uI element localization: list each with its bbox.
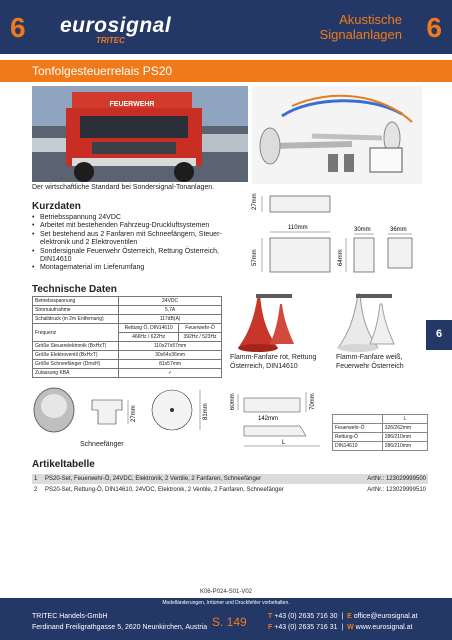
article-artnr: ArtNr.: 123029999500 (367, 476, 426, 482)
dim-width-3: 36mm (390, 227, 407, 233)
kurzdaten-title: Kurzdaten (32, 201, 81, 212)
horn-length-label: L (282, 440, 286, 446)
cell-value: 5,7A (119, 306, 222, 315)
fax-number: +43 (0) 2635 716 31 (274, 624, 338, 631)
cell-label: Zulassung KBA (33, 369, 119, 378)
phone-label: T (268, 613, 273, 620)
cell-name: Rettung-Ö (333, 433, 383, 442)
size-table-corner (333, 415, 383, 424)
product-title: Tonfolgesteuerrelais PS20 (32, 64, 173, 78)
page-footer (0, 598, 452, 640)
table-row (33, 315, 222, 324)
cell-value: 110x27x57mm (119, 342, 222, 351)
cell-value: 24VDC (119, 297, 222, 306)
company-block (32, 611, 207, 633)
cell-freq-value-2: 392Hz / 523Hz (179, 333, 222, 342)
table-row (333, 442, 428, 451)
kurzdaten-item: • Betriebsspannung 24VDC (32, 214, 248, 222)
article-number: 2 (34, 487, 38, 493)
cell-label: Betriebsspannung (33, 297, 119, 306)
article-description: PS20-Set, Rettung-Ö, DIN14610, 24VDC, Elektronik, 2 Ventile, 2 Fanfaren, Schneefänger (45, 487, 284, 493)
table-row (33, 306, 222, 315)
cell-label: Frequenz (33, 324, 119, 342)
web-label: W (347, 624, 354, 631)
cell-name: Feuerwehr-Ö (333, 424, 383, 433)
schneefaenger-label: Schneefänger (80, 441, 124, 448)
fanfare-white-caption: Flamm-Fanfare weiß, Feuerwehr Österreich (336, 354, 404, 370)
kurzdaten-list (32, 214, 248, 273)
table-row (33, 324, 222, 333)
category-line-2: Signalanlagen (319, 27, 402, 42)
phone-number: +43 (0) 2635 716 30 (274, 613, 338, 620)
truck-sign-text: FEUERWEHR (109, 101, 155, 108)
dim-width-1: 110mm (288, 225, 308, 231)
cell-value: 286/210mm (382, 433, 427, 442)
table-row (333, 424, 428, 433)
cell-label: Größe Elektroventil (BxHxT) (33, 351, 119, 360)
fire-truck-photo (32, 86, 248, 182)
cell-freq-head-1: Rettung Ö, DIN14610 (119, 324, 179, 333)
table-row (33, 342, 222, 351)
table-row (33, 360, 222, 369)
document-code: K06-P024-S01-V02 (199, 589, 253, 595)
cell-name: DIN14610 (333, 442, 383, 451)
table-row (33, 297, 222, 306)
cell-label: Schalldruck (in 2m Entfernung) (33, 315, 119, 324)
table-row (333, 433, 428, 442)
schneefaenger-height: 27mm (131, 405, 137, 422)
fanfare-red-caption: Flamm-Fanfare rot, Rettung Österreich, DIN14610 (230, 354, 317, 370)
dim-height-1: 27mm (252, 193, 258, 210)
dim-width-2: 30mm (354, 227, 371, 233)
cell-value: 30x64x36mm (119, 351, 222, 360)
fax-label: F (268, 624, 273, 631)
kurzdaten-item: • Arbeitet mit bestehenden Fahrzeug-Druckluftsystemen (32, 222, 248, 230)
cell-label: Größe Steuerelektronik (BxHxT) (33, 342, 119, 351)
chapter-number-right: 6 (426, 12, 442, 43)
technische-daten-title: Technische Daten (32, 284, 117, 295)
table-row (33, 369, 222, 378)
dim-height-3: 64mm (338, 249, 344, 266)
brand-name: eurosignal (60, 14, 172, 37)
article-row (32, 485, 428, 495)
horn-width: 142mm (258, 416, 279, 422)
cell-value: 117dB(A) (119, 315, 222, 324)
cell-check: ✓ (119, 369, 222, 378)
email-link[interactable]: office@eurosignal.at (353, 613, 418, 620)
technical-data-table (32, 296, 222, 378)
company-name: TRITEC Handels-GmbH (32, 613, 108, 620)
cell-value: 286/210mm (382, 442, 427, 451)
horn-size-drawing (230, 392, 330, 452)
chapter-number-left: 6 (10, 12, 26, 43)
brand-sub: TRITEC (96, 36, 125, 45)
schneefaenger-drawings (32, 380, 222, 440)
web-link[interactable]: www.eurosignal.at (355, 624, 413, 631)
page-header (0, 0, 452, 54)
brand-logo (60, 14, 171, 45)
device-dimension-drawing (250, 188, 430, 278)
article-description: PS20-Set, Feuerwehr-Ö, 24VDC, Elektronik, 2 Ventile, 2 Fanfaren, Schneefänger (45, 476, 262, 482)
company-address: Ferdinand Freiligrathgasse 5, 2620 Neunkirchen, Austria (32, 624, 208, 631)
footer-note: Modelländerungen, Irrtümer und Druckfehler vorbehalten. (162, 600, 290, 606)
cell-label: Stromaufnahme (33, 306, 119, 315)
contact-block: T +43 (0) 2635 716 30 | E office@eurosignal.at F +43 (0) 2635 716 31 | W www.eurosignal.at (268, 613, 418, 631)
photo-caption: Der wirtschaftliche Standard bei Sondersignal-Tonanlagen. (32, 184, 215, 191)
article-number: 1 (34, 476, 38, 482)
cell-value: 326/262mm (382, 424, 427, 433)
schneefaenger-diameter: 81mm (203, 403, 209, 420)
category-title (320, 12, 402, 42)
kurzdaten-item: • Set bestehend aus 2 Fanfaren mit Schneefängern, Steuer-elektronik und 2 Elektroventilen (32, 231, 248, 248)
horn-height-1: 60mm (230, 393, 236, 410)
artikeltabelle-title: Artikeltabelle (32, 459, 95, 470)
email-label: E (347, 613, 352, 620)
product-title-band (0, 60, 452, 82)
fanfare-photos (230, 290, 410, 390)
page-number: S. 149 (212, 615, 247, 629)
table-row (333, 415, 428, 424)
article-artnr: ArtNr.: 123029999510 (367, 487, 426, 493)
category-line-1: Akustische (339, 12, 402, 27)
table-row (33, 351, 222, 360)
horn-set-photo (252, 86, 422, 184)
cell-freq-value-1: 466Hz / 622Hz (119, 333, 179, 342)
size-table-header: L (382, 415, 427, 424)
kurzdaten-item: • Sondersignale Feuerwehr Österreich, Rettung Österreich, DIN14610 (32, 248, 248, 265)
dim-height-2: 57mm (252, 249, 258, 266)
kurzdaten-item: • Montagematerial im Lieferumfang (32, 264, 248, 272)
chapter-side-tab: 6 (426, 320, 452, 350)
horn-height-2: 70mm (310, 393, 316, 410)
cell-freq-head-2: Feuerwehr-Ö (179, 324, 222, 333)
cell-label: Größe Schneefänger (DmxH) (33, 360, 119, 369)
article-row (32, 474, 428, 484)
horn-size-table (332, 414, 428, 451)
cell-value: 81x57mm (119, 360, 222, 369)
